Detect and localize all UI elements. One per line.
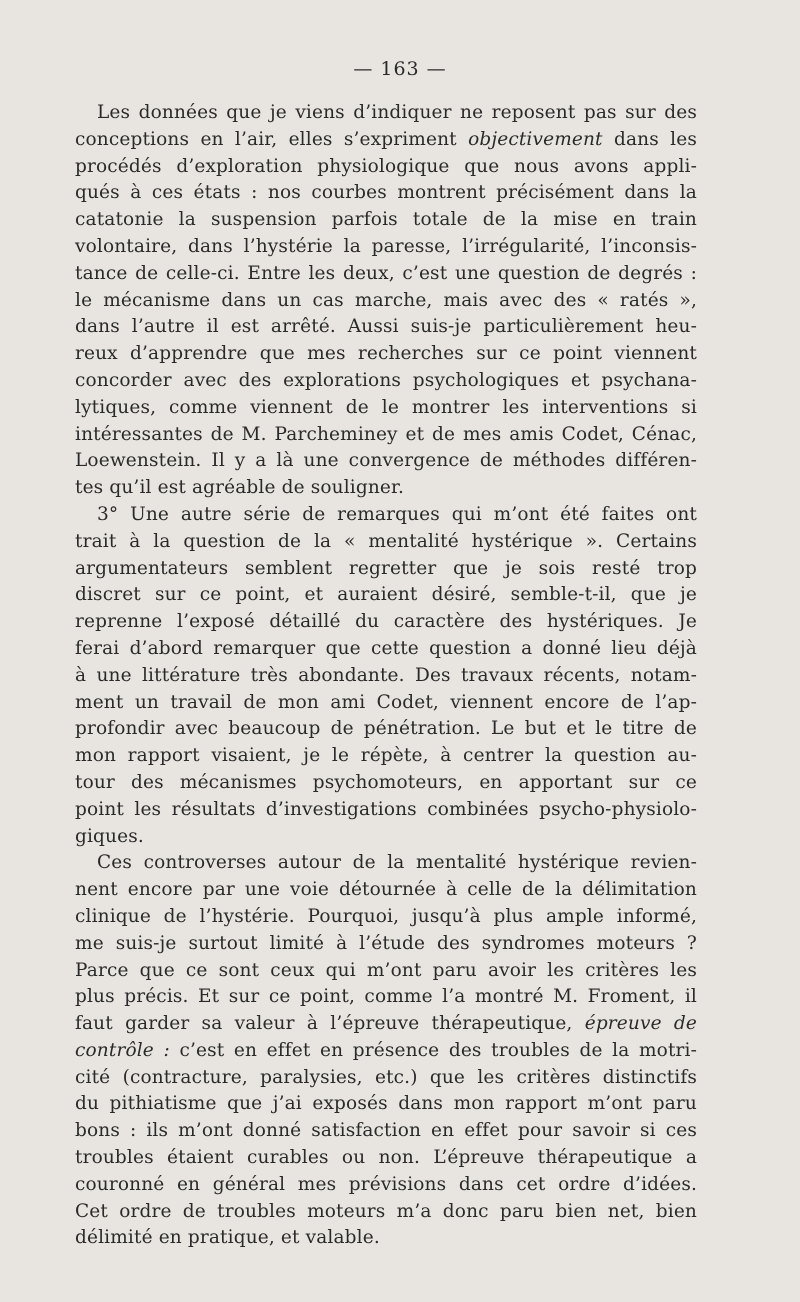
text-fragment: conceptions en l’air, elles s’expriment xyxy=(75,128,469,150)
text-line: ment un travail de mon ami Codet, viennent encore de l’ap- xyxy=(75,691,697,713)
text-line: tour des mécanismes psychomoteurs, en apportant sur ce xyxy=(75,771,697,793)
text-line: du pithiatisme que j’ai exposés dans mon rapport m’ont paru xyxy=(75,1093,697,1115)
text-line: reux d’apprendre que mes recherches sur ce point viennent xyxy=(75,343,697,365)
text-fragment: c’est en effet en présence des troubles de la motri- xyxy=(169,1039,698,1061)
text-line: reprenne l’exposé détaillé du caractère des hystériques. Je xyxy=(75,611,697,633)
text-line: mon rapport visaient, je le répète, à centrer la question au- xyxy=(75,745,697,767)
text-fragment: faut garder sa valeur à l’épreuve thérapeutique, xyxy=(75,1013,585,1035)
text-line: 3° Une autre série de remarques qui m’ont été faites ont xyxy=(97,503,697,525)
text-line: clinique de l’hystérie. Pourquoi, jusqu’à plus ample informé, xyxy=(75,905,697,927)
text-line: couronné en général mes prévisions dans cet ordre d’idées. xyxy=(75,1173,697,1195)
text-line xyxy=(75,127,697,154)
text-line: Cet ordre de troubles moteurs m’a donc paru bien net, bien xyxy=(75,1200,697,1222)
text-line: giques. xyxy=(75,825,144,847)
text-line: Ces controverses autour de la mentalité hystérique revien- xyxy=(97,852,697,874)
text-line: profondir avec beaucoup de pénétration. Le but et le titre de xyxy=(75,718,697,740)
text-line: qués à ces états : nos courbes montrent précisément dans la xyxy=(75,182,697,204)
italic-text: contrôle : xyxy=(75,1039,170,1061)
text-line: troubles étaient curables ou non. L’épreuve thérapeutique a xyxy=(75,1147,697,1169)
text-line: intéressantes de M. Parcheminey et de mes amis Codet, Cénac, xyxy=(75,423,697,445)
text-line: concorder avec des explorations psychologiques et psychana- xyxy=(75,369,697,391)
text-line: discret sur ce point, et auraient désiré, semble-t-il, que je xyxy=(75,584,697,606)
text-line: me suis-je surtout limité à l’étude des syndromes moteurs ? xyxy=(75,932,697,954)
text-line: le mécanisme dans un cas marche, mais avec des « ratés », xyxy=(75,289,697,311)
text-line: volontaire, dans l’hystérie la paresse, l’irrégularité, l’inconsis- xyxy=(75,235,697,257)
text-line xyxy=(75,1038,697,1065)
text-fragment: dans les xyxy=(602,128,697,150)
text-line: dans l’autre il est arrêté. Aussi suis-je particulièrement heu- xyxy=(75,316,697,338)
text-line: tes qu’il est agréable de souligner. xyxy=(75,477,404,499)
text-line: lytiques, comme viennent de le montrer les interventions si xyxy=(75,396,697,418)
italic-text: épreuve de xyxy=(584,1013,697,1035)
text-line: trait à la question de la « mentalité hystérique ». Certains xyxy=(75,530,697,552)
body-text xyxy=(75,100,697,1252)
text-line: Les données que je viens d’indiquer ne reposent pas sur des xyxy=(97,102,697,123)
text-line: bons : ils m’ont donné satisfaction en effet pour savoir si ces xyxy=(75,1120,697,1142)
text-line: nent encore par une voie détournée à celle de la délimitation xyxy=(75,879,697,901)
italic-text: objectivement xyxy=(468,128,603,150)
text-line: tance de celle-ci. Entre les deux, c’est une question de degrés : xyxy=(75,262,697,284)
text-line: à une littérature très abondante. Des travaux récents, notam- xyxy=(75,664,697,686)
text-line: ferai d’abord remarquer que cette question a donné lieu déjà xyxy=(75,637,697,659)
text-line xyxy=(75,1011,697,1038)
text-line: cité (contracture, paralysies, etc.) que les critères distinctifs xyxy=(75,1066,697,1088)
text-line: délimité en pratique, et valable. xyxy=(75,1227,380,1249)
text-line: Parce que ce sont ceux qui m’ont paru avoir les critères les xyxy=(75,959,697,981)
page-number: — 163 — xyxy=(353,58,447,80)
text-line: Loewenstein. Il y a là une convergence de méthodes différen- xyxy=(75,450,697,472)
text-line: catatonie la suspension parfois totale de la mise en train xyxy=(75,209,697,231)
text-line: argumentateurs semblent regretter que je sois resté trop xyxy=(75,557,697,579)
text-line: point les résultats d’investigations combinées psycho-physiolo- xyxy=(75,798,697,820)
text-line: plus précis. Et sur ce point, comme l’a montré M. Froment, il xyxy=(75,986,697,1008)
text-line: procédés d’exploration physiologique que nous avons appli- xyxy=(75,155,697,177)
